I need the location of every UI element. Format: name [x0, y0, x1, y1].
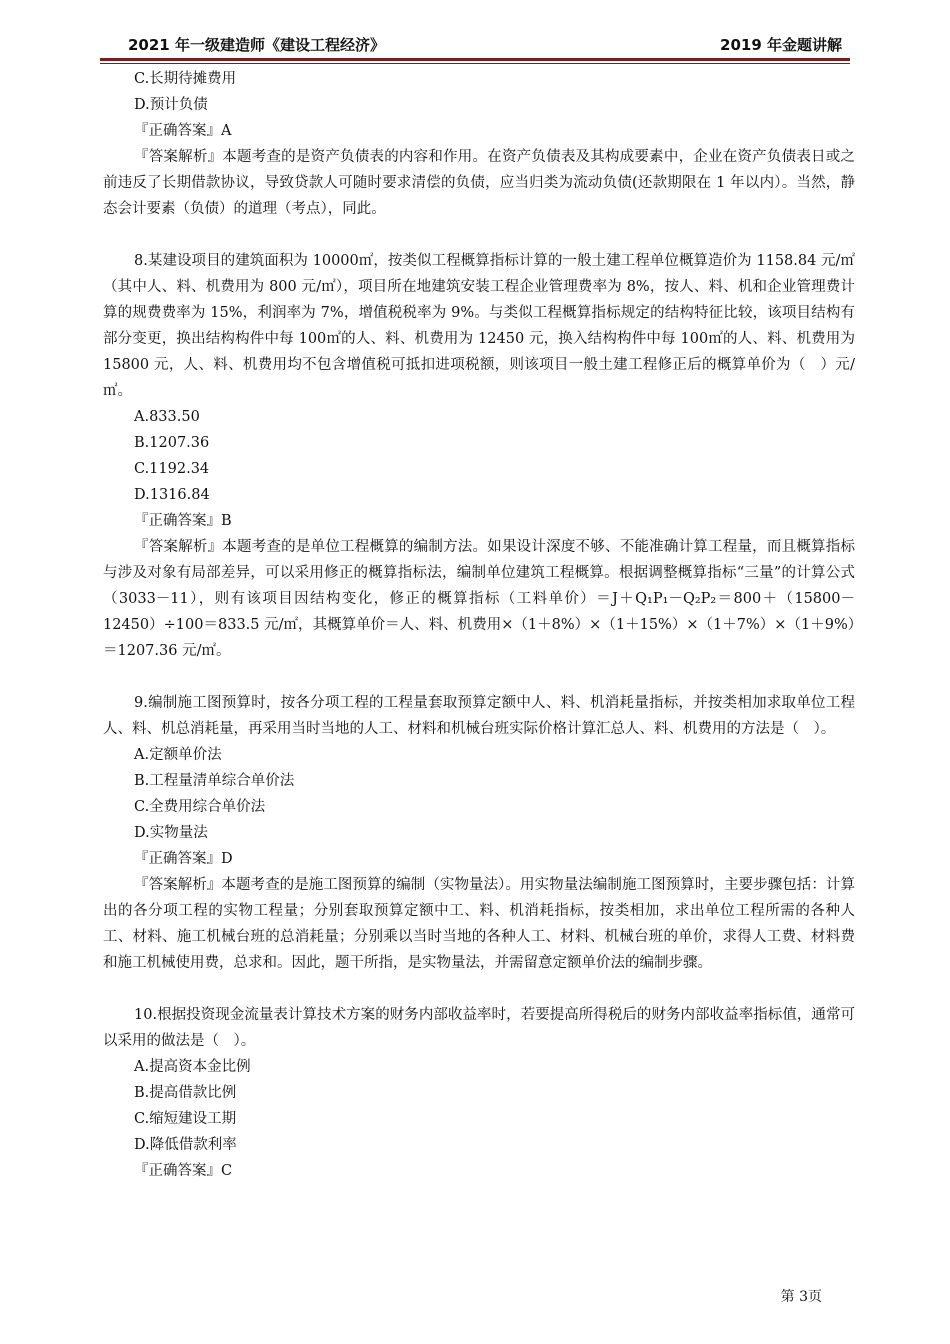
q9-question: 9.编制施工图预算时，按各分项工程的工程量套取预算定额中人、料、机消耗量指标，并按类相加求取单位工程人、料、机总消耗量，再采用当时当地的人工、材料和机械台班实际价格计算汇总人、料、机费用的方法是（ ）。 [103, 695, 855, 737]
page-number: 第 3页 [780, 1289, 822, 1305]
q9-analysis: 『答案解析』本题考查的是施工图预算的编制（实物量法）。用实物量法编制施工图预算时，主要步骤包括：计算出的各分项工程的实物工程量；分别套取预算定额中工、料、机消耗指标，按类相加，求出单位工程所需的各种人工、材料、施工机械台班的总消耗量；分别乘以当时当地的各种人工、材料、机械台班的单价，求得人工费、材料费和施工机械使用费，总求和。因此，题干所指，是实物量法，并需留意定额单价法的编制步骤。 [103, 877, 855, 971]
q7-option-d: D.预计负债 [134, 97, 208, 113]
q9-option-d: D.实物量法 [134, 825, 208, 841]
header-title: 2021 年一级建造师《建设工程经济》 [128, 36, 385, 54]
q8-analysis: 『答案解析』本题考查的是单位工程概算的编制方法。如果设计深度不够、不能准确计算工程量，而且概算指标与涉及对象有局部差异，可以采用修正的概算指标法，编制单位建筑工程概算。根据调整概算指标“三量”的计算公式（3033－11），则有该项目因结构变化，修正的概算指标（工料单价）＝J＋Q₁P₁－Q₂P₂＝800＋（15800－12450）÷100＝833.5 元/㎡，其概算单价＝人、料、机费用×（1＋8%）×（1＋15%）×（1＋7%）×（1＋9%）＝1207.36 元/㎡。 [103, 539, 855, 659]
header-rule-thick [100, 58, 850, 61]
q8-option-d: D.1316.84 [134, 487, 210, 503]
q10-option-c: C.缩短建设工期 [134, 1111, 237, 1127]
q10-option-b: B.提高借款比例 [134, 1085, 237, 1101]
q10-option-d: D.降低借款利率 [134, 1137, 237, 1153]
q7-option-c: C.长期待摊费用 [134, 71, 237, 87]
q8-answer: 『正确答案』B [134, 513, 232, 529]
q8-option-b: B.1207.36 [134, 435, 210, 451]
q8-question: 8.某建设项目的建筑面积为 10000㎡，按类似工程概算指标计算的一般土建工程单位概算造价为 1158.84 元/㎡（其中人、料、机费用为 800 元/㎡），项目所在地建筑安装工程企业管理费率为 8%，按人、料、机和企业管理费计算的规费费率为 15%，利润率为 7%，增值税税率为 9%。与类似工程概算指标规定的结构特征比较，该项目结构有部分变更，换出结构构件中每 100㎡的人、料、机费用为 12450 元，换入结构构件中每 100㎡的人、料、机费用为 15800 元，人、料、机费用均不包含增值税可抵扣进项税额，则该项目一般土建工程修正后的概算单价为（ ）元/㎡。 [103, 253, 855, 399]
page-header [100, 34, 850, 58]
q10-answer: 『正确答案』C [134, 1163, 233, 1179]
q9-option-c: C.全费用综合单价法 [134, 799, 266, 815]
q10-option-a: A.提高资本金比例 [134, 1059, 251, 1075]
q8-option-a: A.833.50 [134, 409, 200, 425]
q8-option-c: C.1192.34 [134, 461, 210, 477]
q9-option-b: B.工程量清单综合单价法 [134, 773, 295, 789]
page-content [103, 66, 855, 1184]
q7-analysis: 『答案解析』本题考查的是资产负债表的内容和作用。在资产负债表及其构成要素中，企业在资产负债表日或之前违反了长期借款协议，导致贷款人可随时要求清偿的负债，应当归类为流动负债(还款期限在 1 年以内）。当然，静态会计要素（负债）的道理（考点），同此。 [103, 149, 855, 217]
q10-question: 10.根据投资现金流量表计算技术方案的财务内部收益率时，若要提高所得税后的财务内部收益率指标值，通常可以采用的做法是（ ）。 [103, 1007, 855, 1049]
q9-answer: 『正确答案』D [134, 851, 233, 867]
q7-answer: 『正确答案』A [134, 123, 232, 139]
header-subtitle: 2019 年金题讲解 [720, 36, 842, 54]
q9-option-a: A.定额单价法 [134, 747, 222, 763]
header-rule-thin [100, 63, 850, 64]
